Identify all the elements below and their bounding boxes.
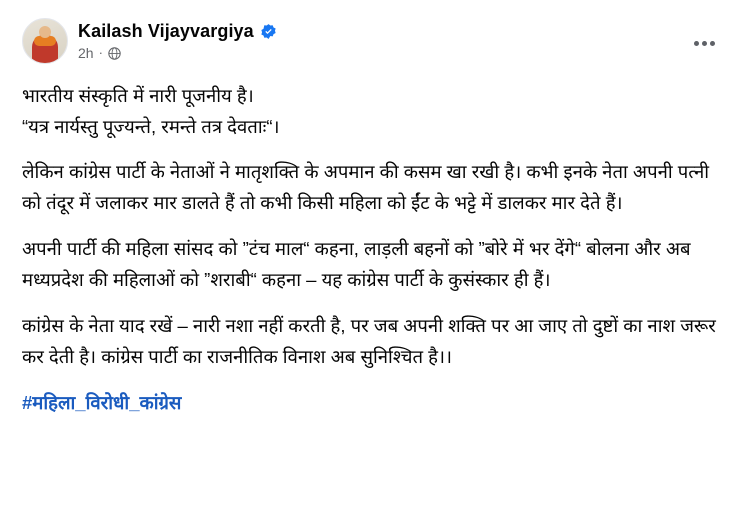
globe-icon[interactable] [108,47,121,60]
meta-separator: · [98,45,103,60]
post-paragraph: लेकिन कांग्रेस पार्टी के नेताओं ने मातृशक्ति के अपमान की कसम खा रखी है। कभी इनके नेता अपनी पत्नी को तंदूर में जलाकर मार डालते हैं तो कभी किसी महिला को ईंट के भट्टे में डालकर मार देते हैं। [22,161,710,213]
ellipsis-icon [694,41,699,46]
author-row [78,21,277,42]
post-line: भारतीय संस्कृति में नारी पूजनीय है। [22,85,254,106]
post-paragraph: कांग्रेस के नेता याद रखें – नारी नशा नहीं करती है, पर जब अपनी शक्ति पर आ जाए तो दुष्टों का नाश जरूर कर देती है। कांग्रेस पार्टी का राजनीतिक विनाश अब सुनिश्चित है।। [22,315,716,367]
avatar-head [39,26,51,38]
post-hashtag-link[interactable]: #महिला_विरोधी_कांग्रेस [22,392,182,413]
ellipsis-icon [702,41,707,46]
post-content [22,80,721,418]
avatar[interactable] [22,18,68,64]
author-name[interactable]: Kailash Vijayvargiya [78,21,254,41]
post-line: “यत्र नार्यस्तु पूज्यन्ते, रमन्ते तत्र देवताः“। [22,116,280,137]
ellipsis-icon [710,41,715,46]
post-timestamp[interactable]: 2h [78,45,94,61]
verified-badge-icon [260,23,277,40]
post-meta [78,45,277,61]
more-options-button[interactable] [687,26,721,60]
post-header [22,18,721,64]
post-intro-block [22,80,721,142]
post-header-text [78,18,277,63]
post-paragraph: अपनी पार्टी की महिला सांसद को ”टंच माल“ कहना, लाड़ली बहनों को ”बोरे में भर देंगे“ बोलना और अब मध्यप्रदेश की महिलाओं को ”शराबी“ कहना – यह कांग्रेस पार्टी के कुसंस्कार ही हैं। [22,238,691,290]
